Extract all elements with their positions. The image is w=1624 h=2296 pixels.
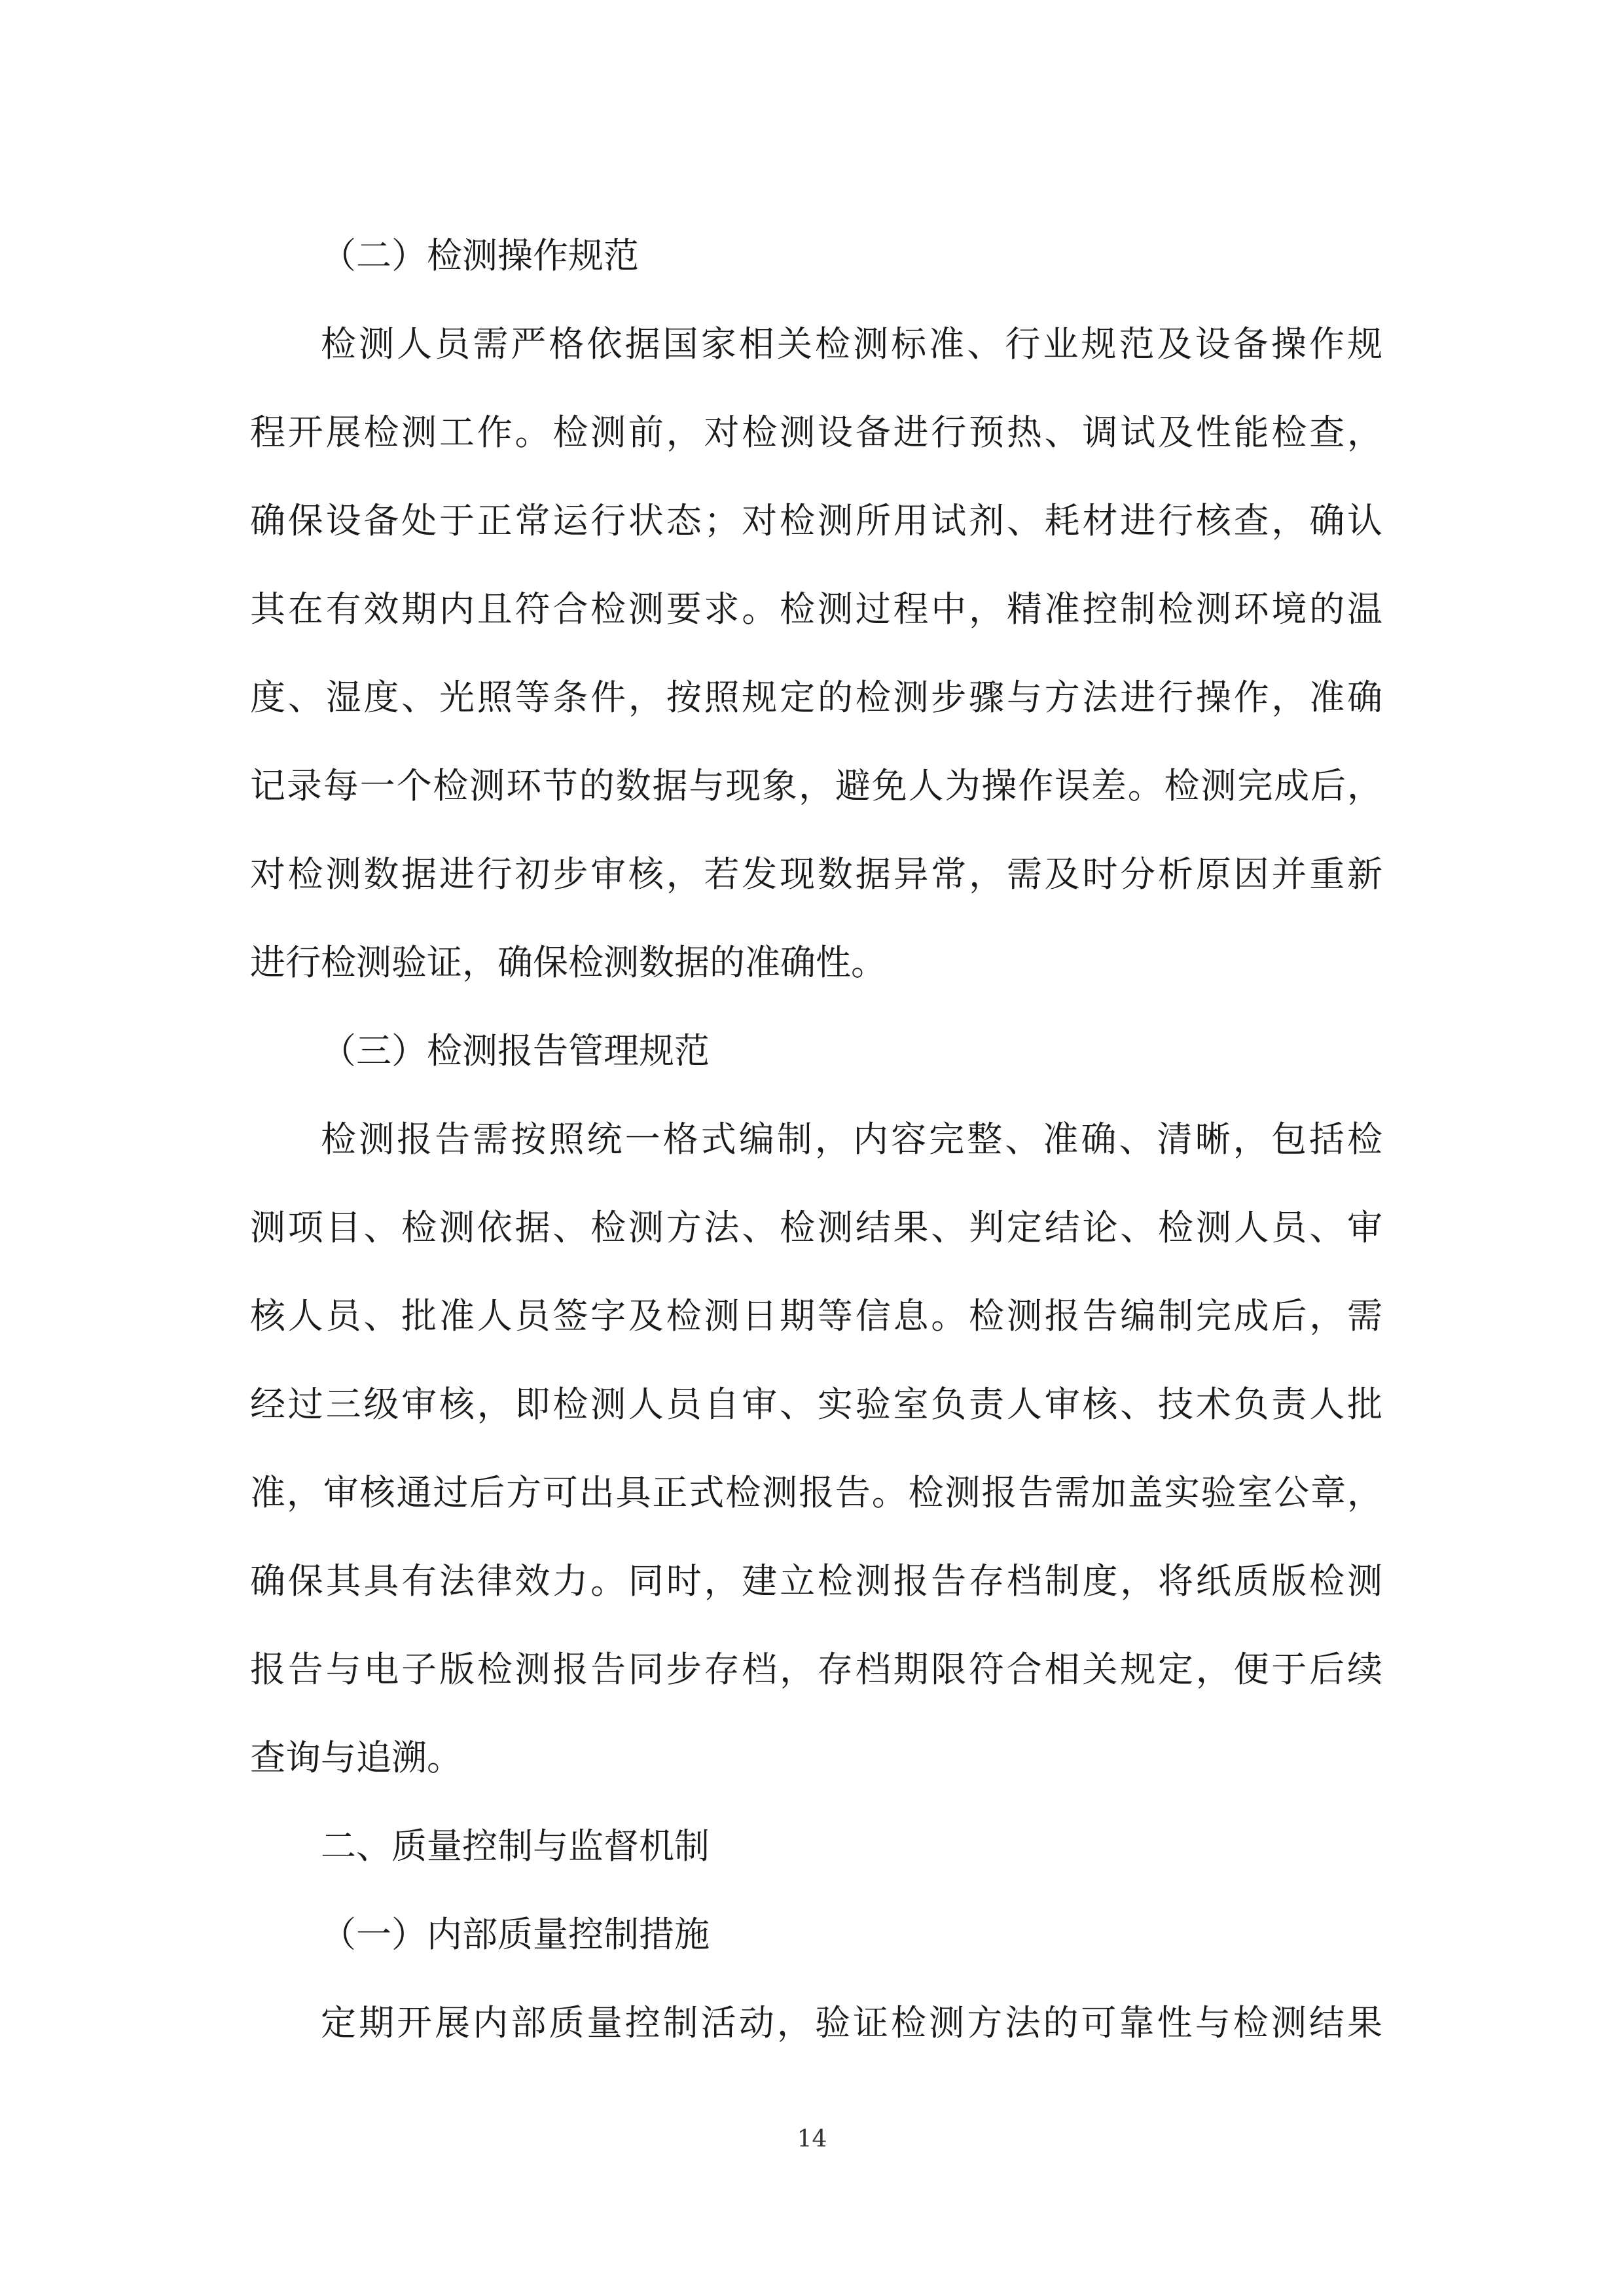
paragraph-line: 度、湿度、光照等条件，按照规定的检测步骤与方法进行操作，准确 — [250, 677, 1385, 718]
paragraph-line: 确保设备处于正常运行状态；对检测所用试剂、耗材进行核查，确认 — [250, 500, 1385, 541]
paragraph-line: 查询与追溯。 — [250, 1737, 462, 1778]
section-heading-internal-quality-control: （一）内部质量控制措施 — [321, 1914, 710, 1955]
chapter-heading-quality-control: 二、质量控制与监督机制 — [321, 1825, 710, 1867]
paragraph-line: 其在有效期内且符合检测要求。检测过程中，精准控制检测环境的温 — [250, 588, 1385, 630]
paragraph-line: 核人员、批准人员签字及检测日期等信息。检测报告编制完成后，需 — [250, 1295, 1385, 1336]
paragraph-line: 程开展检测工作。检测前，对检测设备进行预热、调试及性能检查， — [250, 412, 1385, 453]
document-body — [250, 211, 1386, 2067]
paragraph-line: 检测人员需严格依据国家相关检测标准、行业规范及设备操作规 — [321, 323, 1386, 365]
page-number: 14 — [797, 2126, 827, 2153]
paragraph-line: 记录每一个检测环节的数据与现象，避免人为操作误差。检测完成后， — [250, 765, 1384, 806]
paragraph-line: 准，审核通过后方可出具正式检测报告。检测报告需加盖实验室公章， — [250, 1472, 1384, 1513]
paragraph-line: 经过三级审核，即检测人员自审、实验室负责人审核、技术负责人批 — [250, 1384, 1385, 1425]
paragraph-line: 定期开展内部质量控制活动，验证检测方法的可靠性与检测结果 — [321, 2002, 1386, 2043]
paragraph-line: 检测报告需按照统一格式编制，内容完整、准确、清晰，包括检 — [321, 1119, 1386, 1160]
paragraph-line: 进行检测验证，确保检测数据的准确性。 — [250, 942, 886, 983]
paragraph-line: 报告与电子版检测报告同步存档，存档期限符合相关规定，便于后续 — [250, 1649, 1385, 1690]
section-heading-inspection-operation: （二）检测操作规范 — [321, 235, 639, 276]
section-heading-report-management: （三）检测报告管理规范 — [321, 1030, 710, 1071]
paragraph-line: 对检测数据进行初步审核，若发现数据异常，需及时分析原因并重新 — [250, 853, 1385, 895]
paragraph-line: 测项目、检测依据、检测方法、检测结果、判定结论、检测人员、审 — [250, 1207, 1385, 1248]
paragraph-line: 确保其具有法律效力。同时，建立检测报告存档制度，将纸质版检测 — [250, 1560, 1385, 1602]
